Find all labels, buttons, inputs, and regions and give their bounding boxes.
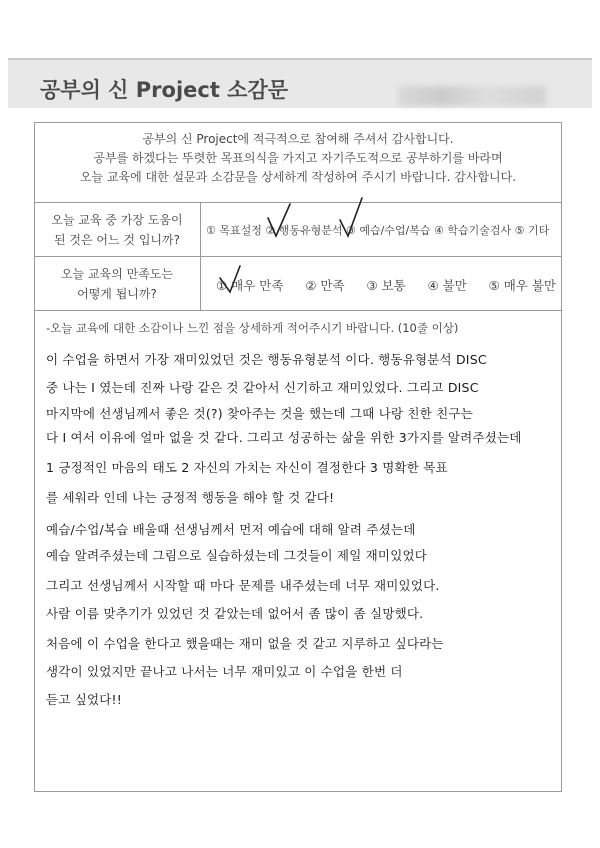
- check-mark-icon: [268, 204, 290, 236]
- handwritten-line: 생각이 있었지만 끝나고 나서는 너무 재미있고 이 수업을 한번 더: [46, 664, 403, 679]
- option-very-dissatisfied[interactable]: ⑤ 매우 불만: [488, 278, 556, 293]
- handwritten-line: 마지막에 선생님께서 좋은 것(?) 찾아주는 것을 했는데 그때 나랑 친한 친구는: [46, 406, 473, 421]
- check-mark-icon: [340, 198, 362, 236]
- question-1-label: 오늘 교육 중 가장 도움이 된 것은 어느 것 입니까?: [51, 213, 183, 247]
- page-title: 공부의 신 Project 소감문: [40, 78, 289, 102]
- intro-line: 오늘 교육에 대한 설문과 소감문을 상세하게 작성하여 주시기 바랍니다. 감사합니다.: [79, 170, 517, 184]
- handwritten-line: 예습 알려주셨는데 그림으로 실습하셨는데 그것들이 제일 재미있었다: [46, 548, 428, 563]
- handwritten-line: 처음에 이 수업을 한다고 했을때는 재미 없을 것 같고 지루하고 싶다라는: [46, 636, 444, 651]
- option-satisfied[interactable]: ② 만족: [305, 278, 345, 293]
- question-2-label: 오늘 교육의 만족도는 어떻게 됩니까?: [61, 267, 173, 301]
- check-mark-icon: [220, 266, 240, 292]
- option-neutral[interactable]: ③ 보통: [366, 278, 406, 293]
- handwritten-line: 예습/수업/복습 배울때 선생님께서 먼저 예습에 대해 알려 주셨는데: [46, 522, 416, 537]
- question-3-prompt: -오늘 교육에 대한 소감이나 느낀 점을 상세하게 적어주시기 바랍니다. (10줄 이상): [46, 321, 459, 335]
- handwritten-line: 사람 이름 맞추기가 있었던 것 같았는데 없어서 좀 많이 좀 실망했다.: [46, 606, 424, 621]
- handwritten-line: 듣고 싶었다!!: [46, 692, 122, 707]
- handwritten-line: 를 세워라 인데 나는 긍정적 행동을 해야 할 것 같다!: [46, 490, 335, 505]
- question-1-options[interactable]: ① 목표설정 ② 행동유형분석 ③ 예습/수업/복습 ④ 학습기술검사 ⑤ 기타: [206, 224, 550, 237]
- handwritten-line: 이 수업을 하면서 가장 재미있었던 것은 행동유형분석 이다. 행동유형분석 DISC: [46, 352, 487, 367]
- option-dissatisfied[interactable]: ④ 불만: [427, 278, 467, 293]
- intro-line: 공부의 신 Project에 적극적으로 참여해 주셔서 감사합니다.: [142, 132, 454, 146]
- handwritten-line: 그리고 선생님께서 시작할 때 마다 문제를 내주셨는데 너무 재미있었다.: [46, 578, 440, 593]
- handwritten-line: 중 나는 I 였는데 진짜 나랑 같은 것 같아서 신기하고 재미있었다. 그리고 DISC: [46, 380, 479, 395]
- handwritten-line: 다 I 여서 이유에 얼마 없을 것 같다. 그리고 성공하는 삶을 위한 3가지를 알려주셨는데: [46, 430, 522, 445]
- handwritten-line: 1 긍정적인 마음의 태도 2 자신의 가치는 자신이 결정한다 3 명확한 목표: [46, 460, 448, 475]
- intro-line: 공부를 하겠다는 뚜렷한 목표의식을 가지고 자기주도적으로 공부하기를 바라며: [93, 151, 503, 165]
- option-very-satisfied[interactable]: ① 매우 만족: [216, 278, 284, 293]
